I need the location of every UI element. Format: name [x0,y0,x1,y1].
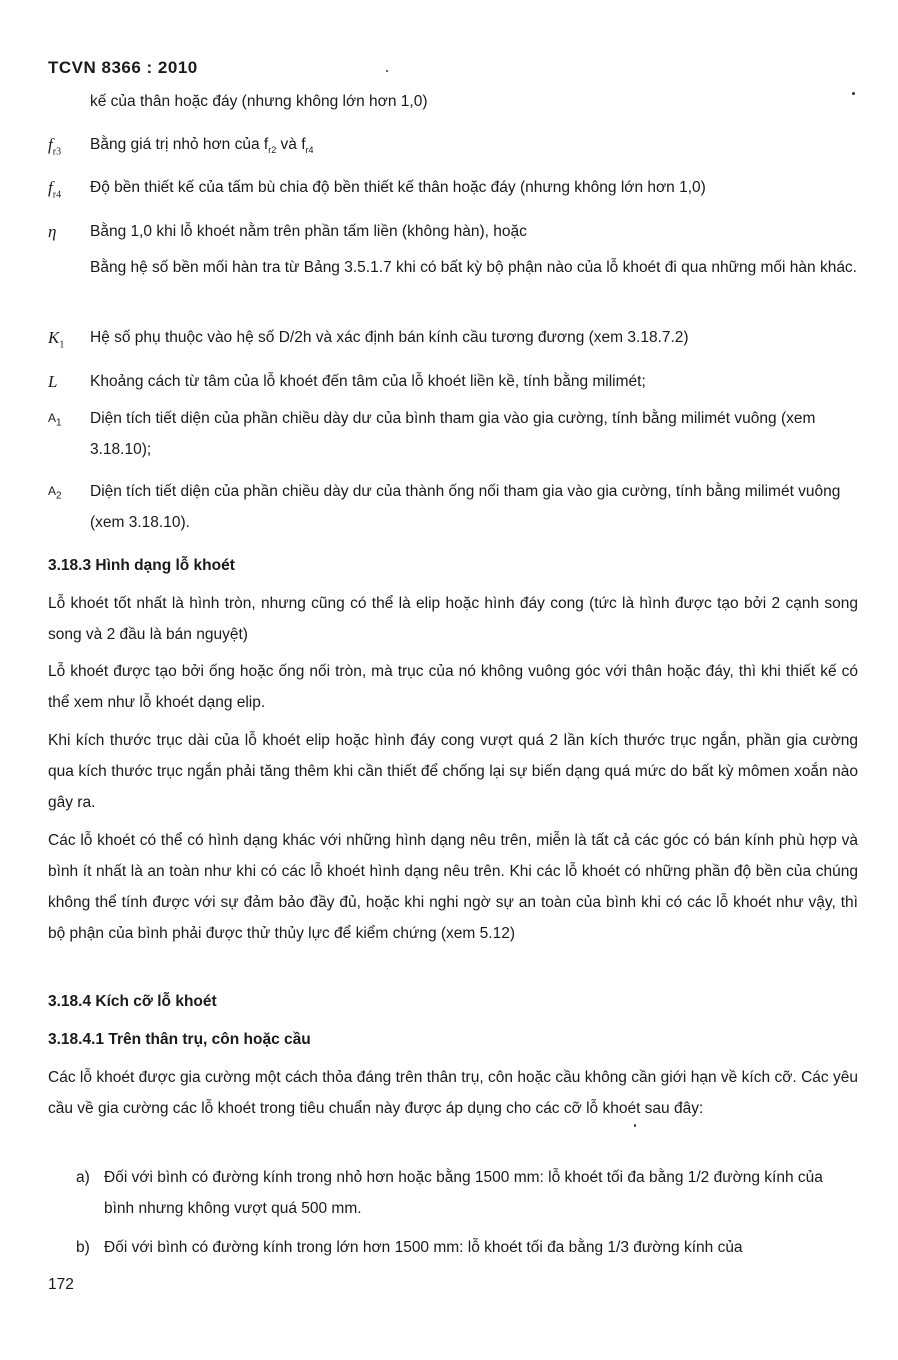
definition-a2 [48,476,858,538]
definition-symbol: $f_{r3}$ [48,135,62,158]
definition-text: Diện tích tiết diện của phần chiều dày dư của bình tham gia vào gia cường, tính bằng milimét vuông (xem 3.18.10); [90,410,816,458]
definition-symbol: $A_1$ [48,411,62,429]
definition-symbol: η [48,222,57,241]
definition-text: Khoảng cách từ tâm của lỗ khoét đến tâm của lỗ khoét liền kề, tính bằng milimét; [90,373,646,390]
definition-text: kế của thân hoặc đáy (nhưng không lớn hơn 1,0) [90,93,428,110]
definition-l [48,366,858,397]
definition-text: Diện tích tiết diện của phần chiều dày dư của thành ống nối tham gia vào gia cường, tính bằng milimét vuông (xem 3.18.10). [90,483,841,531]
list-item-text: Đối với bình có đường kính trong lớn hơn 1500 mm: lỗ khoét tối đa bằng 1/3 đường kính của [104,1239,743,1256]
document-header: TCVN 8366 : 2010 [48,58,198,77]
scan-speck [634,1124,636,1127]
definition-continuation [48,86,858,117]
section-heading-3183: 3.18.3 Hình dạng lỗ khoét [48,557,235,574]
definition-k1 [48,322,858,353]
list-item [76,1232,856,1263]
list-marker: a) [76,1169,90,1186]
page-number: 172 [48,1276,74,1293]
paragraph: Các lỗ khoét được gia cường một cách thỏa đáng trên thân trụ, côn hoặc cầu không cần giới hạn về kích cỡ. Các yêu cầu về gia cường các lỗ khoét trong tiêu chuẩn này được áp dụng cho các cỡ lỗ khoét sau đây: [48,1069,858,1117]
scan-speck [852,92,855,95]
definition-a1 [48,403,858,465]
definition-eta-alt [48,252,858,283]
definition-text: Độ bền thiết kế của tấm bù chia độ bền thiết kế thân hoặc đáy (nhưng không lớn hơn 1,0) [90,179,706,196]
definition-symbol: L [48,372,58,391]
paragraph: Khi kích thước trục dài của lỗ khoét elip hoặc hình đáy cong vượt quá 2 lần kích thước trục ngắn, phần gia cường qua kích thước trục ngắn phải tăng thêm khi cần thiết để chống lại sự biến dạng quá mức do bất kỳ mômen xoắn nào gây ra. [48,732,858,811]
definition-eta [48,216,858,247]
definition-text: Bằng hệ số bền mối hàn tra từ Bảng 3.5.1.7 khi có bất kỳ bộ phận nào của lỗ khoét đi qua những mối hàn khác. [90,259,857,276]
definition-text: Hệ số phụ thuộc vào hệ số D/2h và xác định bán kính cầu tương đương (xem 3.18.7.2) [90,329,689,346]
section-heading-3184: 3.18.4 Kích cỡ lỗ khoét [48,993,217,1010]
definition-symbol: $K_1$ [48,328,65,351]
paragraph: Lỗ khoét được tạo bởi ống hoặc ống nối tròn, mà trục của nó không vuông góc với thân hoặc đáy, thì khi thiết kế có thể xem như lỗ khoét dạng elip. [48,663,858,711]
definition-fr4 [48,172,858,203]
definition-text: Bằng giá trị nhỏ hơn của $f_{r2}$ và $f_{r4}$ [90,136,314,156]
section-heading-31841: 3.18.4.1 Trên thân trụ, côn hoặc cầu [48,1031,311,1048]
list-item-text: Đối với bình có đường kính trong nhỏ hơn hoặc bằng 1500 mm: lỗ khoét tối đa bằng 1/2 đường kính của bình nhưng không vượt quá 500 mm. [104,1169,823,1217]
scan-speck [386,70,388,72]
definition-symbol: $A_2$ [48,484,62,502]
paragraph: Lỗ khoét tốt nhất là hình tròn, nhưng cũng có thể là elip hoặc hình đáy cong (tức là hình được tạo bởi 2 cạnh song song và 2 đầu là bán nguyệt) [48,595,858,643]
list-marker: b) [76,1239,90,1256]
definition-fr3 [48,129,858,166]
definition-text: Bằng 1,0 khi lỗ khoét nằm trên phần tấm liền (không hàn), hoặc [90,223,527,240]
definition-symbol: $f_{r4}$ [48,178,62,201]
list-item [76,1162,856,1224]
paragraph: Các lỗ khoét có thể có hình dạng khác với những hình dạng nêu trên, miễn là tất cả các góc có bán kính phù hợp và bình ít nhất là an toàn như khi có các lỗ khoét hình dạng nêu trên. Khi các lỗ khoét có những phần độ bền của chúng không thể tính được với sự đảm bảo đầy đủ, hoặc khi nghi ngờ sự an toàn của bình khi có các lỗ khoét như vậy, thì bộ phận của bình phải được thử thủy lực để kiểm chứng (xem 5.12) [48,832,858,942]
